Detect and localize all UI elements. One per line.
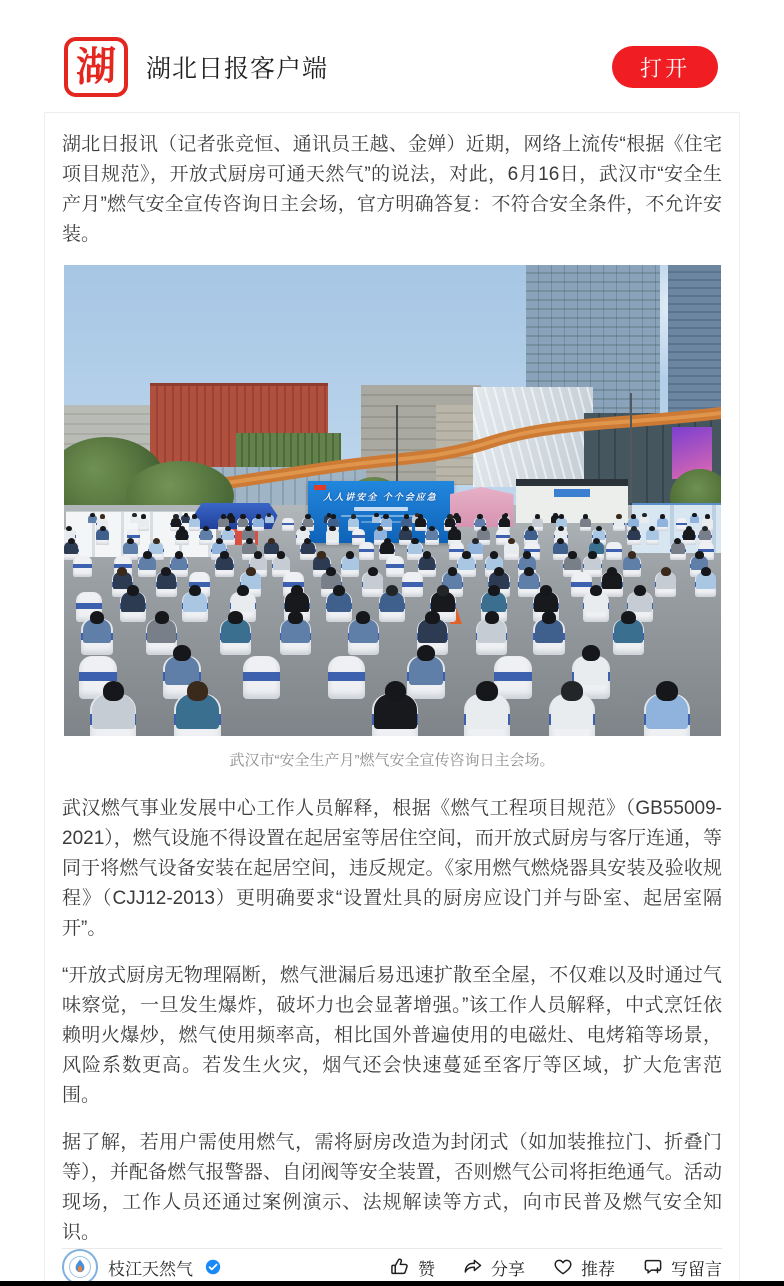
app-header xyxy=(0,0,784,112)
article-photo[interactable] xyxy=(64,265,721,736)
like-label: 赞 xyxy=(418,1259,435,1279)
heart-icon xyxy=(552,1256,574,1278)
crowd-person xyxy=(645,523,661,545)
recommend-button[interactable] xyxy=(552,1255,615,1280)
crowd-person xyxy=(174,523,190,545)
source-avatar xyxy=(62,1249,98,1281)
crowd-person xyxy=(180,580,210,622)
recommend-label: 推荐 xyxy=(581,1259,615,1279)
share-button[interactable] xyxy=(462,1255,525,1280)
hubei-daily-logo[interactable] xyxy=(64,37,128,97)
article-paragraph-1: 湖北日报讯（记者张竞恒、通讯员王越、金婵）近期，网络上流传“根据《住宅项目规范》，开放式厨房可通天然气”的说法，对此，6月16日，武汉市“安全生产月”燃气安全宣传咨询日主会场，官方明确答复：不符合安全条件，不允许安装。 xyxy=(62,134,722,245)
crowd-person xyxy=(214,548,235,577)
crowd-person xyxy=(605,535,623,560)
crowd-person xyxy=(689,507,700,523)
crowd-person xyxy=(281,512,295,531)
crowd-person xyxy=(612,512,626,531)
source-name: 枝江天然气 xyxy=(108,1259,193,1279)
article-paragraph-4: 据了解，若用户需使用燃气，需将厨房改造为封闭式（如加装推拉门、折叠门等），并配备燃气报警器、自闭阀等安全装置，否则燃气公司将拒绝通气。活动现场，工作人员还通过案例演示、法规解读等方式，向市民普及燃气安全知识。 xyxy=(62,1132,722,1243)
logo-character: 湖 xyxy=(75,42,117,91)
crowd-person xyxy=(639,507,650,523)
action-bar xyxy=(389,1255,722,1280)
like-button[interactable] xyxy=(389,1255,435,1280)
crowd-person xyxy=(669,535,687,560)
write-comment-button[interactable] xyxy=(642,1255,722,1280)
article-paragraph-3: “开放式厨房无物理隔断，燃气泄漏后易迅速扩散至全屋，不仅难以及时通过气味察觉，一旦发生爆炸，破坏力也会显著增强。”该工作人员解释，中式烹饪依赖明火爆炒，燃气使用频率高，相比国外普遍使用的电磁灶、电烤箱等场景，风险系数更高。若发生火灾，烟气还会快速蔓延至客厅等区域，扩大危害范围。 xyxy=(62,965,722,1106)
crowd-person xyxy=(325,523,341,545)
thumbs-up-icon xyxy=(389,1256,411,1278)
crowd-person xyxy=(154,563,179,597)
photo-caption: 武汉市“安全生产月”燃气安全宣传咨询日主会场。 xyxy=(229,752,555,769)
crowd-person xyxy=(325,638,369,699)
crowd-person xyxy=(171,672,224,736)
crowd-person xyxy=(694,563,719,597)
bottom-edge-bar xyxy=(0,1281,784,1286)
crowd-person xyxy=(545,672,598,736)
comment-plus-icon xyxy=(642,1256,664,1278)
crowd-person xyxy=(263,507,274,523)
write-comment-label: 写留言 xyxy=(671,1259,722,1279)
verified-badge-icon xyxy=(205,1259,221,1275)
crowd-person xyxy=(531,605,567,655)
crowd-person xyxy=(611,605,647,655)
flame-logo-icon xyxy=(68,1255,92,1279)
photo-stage-slogan: 人人讲安全 个个会应急 xyxy=(323,492,438,502)
app-title: 湖北日报客户端 xyxy=(146,55,329,83)
crowd-person xyxy=(424,523,440,545)
article-paragraph-2: 武汉燃气事业发展中心工作人员解释，根据《燃气工程项目规范》（GB55009-2021），燃气设施不得设置在起居室等居住空间，而开放式厨房与客厅连通，等同于将燃气设备安装在起居空间，违反规定。《家用燃气燃烧器具安装及验收规程》（CJJ12-2013）更明确要求“设置灶具的厨房应设门并与卧室、起居室隔开”。 xyxy=(62,798,722,939)
article-card xyxy=(44,112,740,1281)
source-account[interactable] xyxy=(62,1249,221,1281)
crowd-person xyxy=(621,548,642,577)
crowd-person xyxy=(626,523,642,545)
crowd-person xyxy=(369,672,422,736)
crowd-person xyxy=(460,672,513,736)
photo-crowd xyxy=(64,265,721,736)
crowd-person xyxy=(240,638,284,699)
share-label: 分享 xyxy=(491,1259,525,1279)
share-arrow-icon xyxy=(462,1256,484,1278)
crowd-person xyxy=(581,580,611,622)
open-app-button[interactable]: 打开 xyxy=(612,46,718,88)
crowd-person xyxy=(87,672,140,736)
footer-bar xyxy=(62,1248,722,1281)
crowd-person xyxy=(579,512,593,531)
crowd-person xyxy=(640,672,693,736)
crowd-person xyxy=(654,563,679,597)
article-photo-wrap xyxy=(62,265,722,736)
crowd-person xyxy=(95,523,111,545)
crowd-person xyxy=(72,548,93,577)
